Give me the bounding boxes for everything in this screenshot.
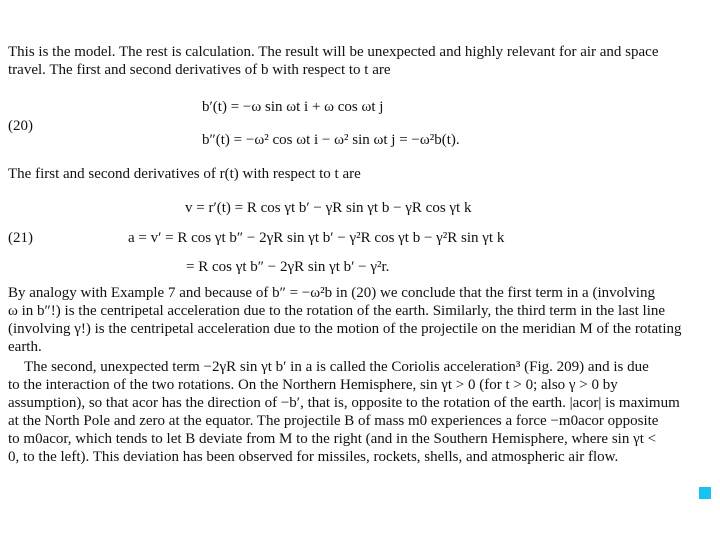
equation-21-row-1: v = r′(t) = R cos γt b′ − γR sin γt b − γR cos γt k [185,200,472,216]
intro-line-2: travel. The first and second derivatives of b with respect to t are [8,62,391,78]
paragraph-2-line-6: 0, to the left). This deviation has been observed for missiles, rockets, shells, and atmospheric air flow. [8,449,619,465]
paragraph-1-line-2: ω in b″!) is the centripetal acceleration due to the rotation of the earth. Similarly, the third term in the last line [8,303,666,319]
paragraph-2-line-1: The second, unexpected term −2γR sin γt b′ in a is called the Coriolis acceleration³ (Fig. 209) and is due [24,359,649,375]
paragraph-1-line-1: By analogy with Example 7 and because of b″ = −ω²b in (20) we conclude that the first term in a (involving [8,285,655,301]
derivatives-intro-line: The first and second derivatives of r(t) with respect to t are [8,166,361,182]
paragraph-1-line-4: earth. [8,339,42,355]
equation-21-row-2: a = v′ = R cos γt b″ − 2γR sin γt b′ − γ²R cos γt b − γ²R sin γt k [128,230,505,246]
equation-21-number: (21) [8,230,33,246]
paragraph-1-line-3: (involving γ!) is the centripetal acceleration due to the motion of the projectile on the meridian M of the rotating [8,321,682,337]
paragraph-2-line-3: assumption), so that acor has the direction of −b′, that is, opposite to the rotation of the earth. |acor| is maximum [8,395,680,411]
intro-line-1: This is the model. The rest is calculation. The result will be unexpected and highly relevant for air and space [8,44,659,60]
paragraph-2-line-5: to m0acor, which tends to let B deviate from M to the right (and in the Southern Hemisphere, where sin γt < [8,431,657,447]
equation-20-row-2: b″(t) = −ω² cos ωt i − ω² sin ωt j = −ω²b(t). [202,132,460,148]
equation-20-number: (20) [8,118,33,134]
cyan-marker [699,487,711,499]
equation-20-row-1: b′(t) = −ω sin ωt i + ω cos ωt j [202,99,384,115]
equation-21-row-3: = R cos γt b″ − 2γR sin γt b′ − γ²r. [186,259,390,275]
paragraph-2-line-4: at the North Pole and zero at the equator. The projectile B of mass m0 experiences a force −m0acor opposite [8,413,659,429]
paragraph-2-line-2: to the interaction of the two rotations. On the Northern Hemisphere, sin γt > 0 (for t > 0; also γ > 0 by [8,377,618,393]
